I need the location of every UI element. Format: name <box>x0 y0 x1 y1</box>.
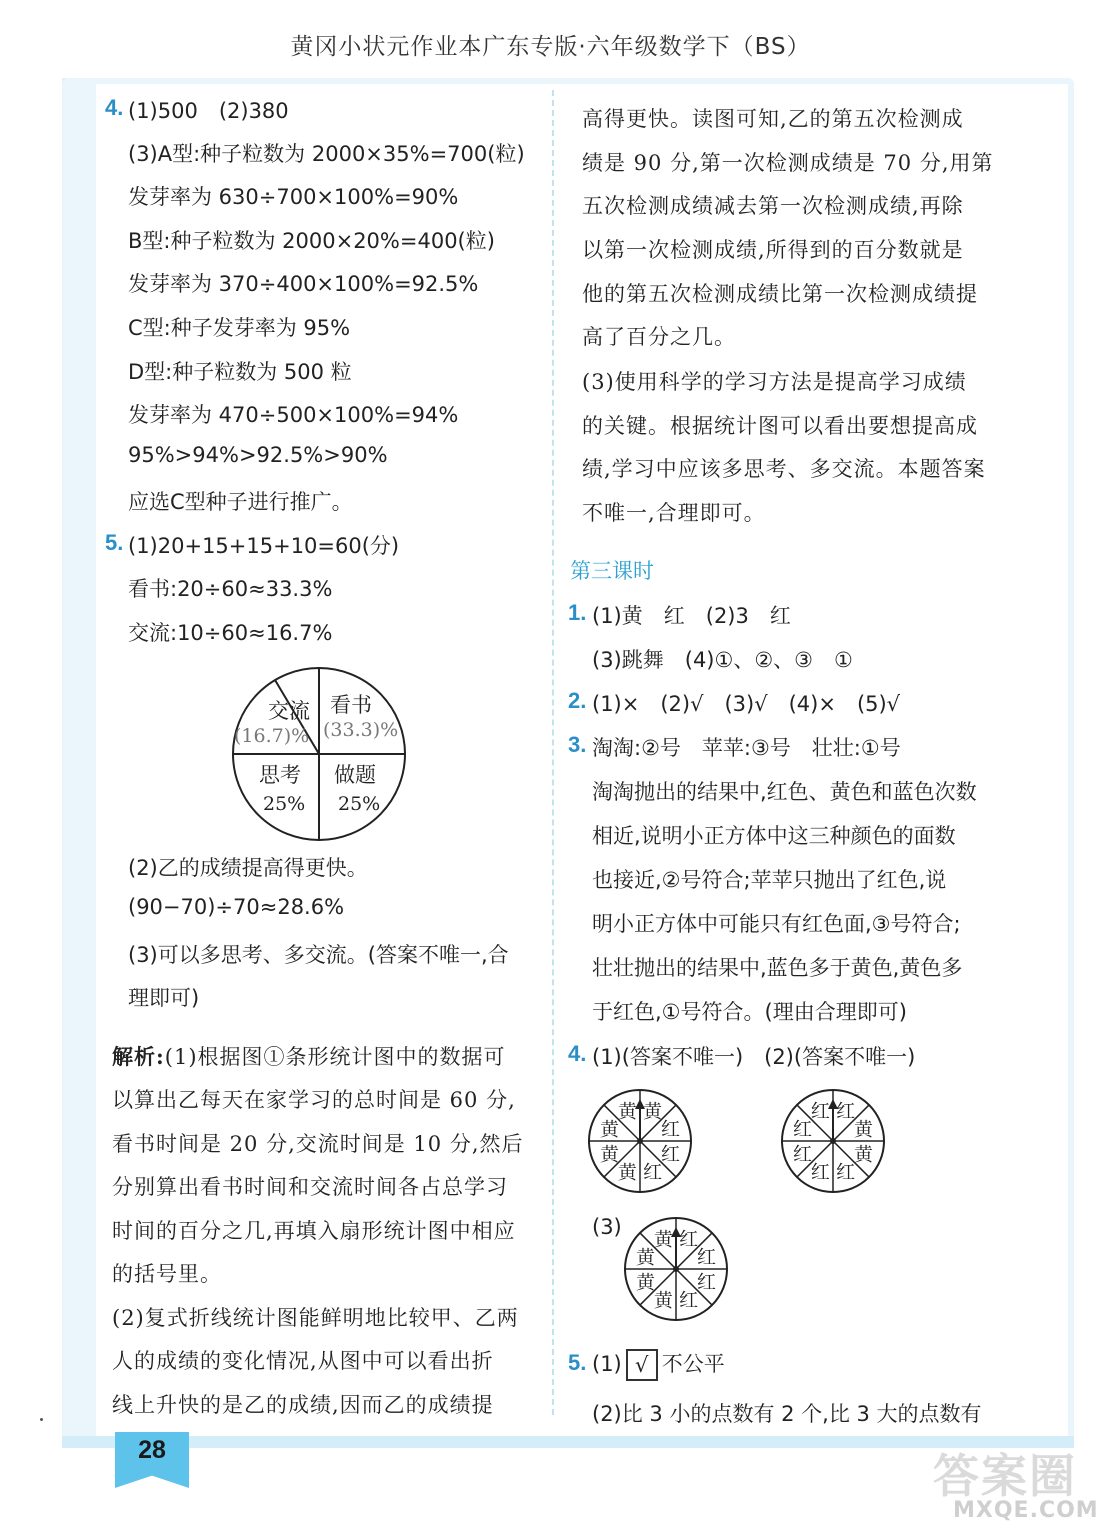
text-line: B型:种子粒数为 2000×20%=400(粒) <box>128 229 495 253</box>
stray-dot <box>40 1418 43 1421</box>
analysis-line: (2)复式折线统计图能鲜明地比较甲、乙两 <box>112 1306 519 1330</box>
wheel-sector-label: 红 <box>793 1118 813 1141</box>
wheel-sector-label: 黄 <box>600 1118 620 1141</box>
page-title: 黄冈小状元作业本广东专版·六年级数学下（BS） <box>290 34 811 60</box>
wheel-sector-label: 黄 <box>636 1271 656 1294</box>
wheel-sector-label: 红 <box>793 1143 813 1166</box>
text-line: (90−70)÷70≈28.6% <box>128 895 345 919</box>
text-line: (3)可以多思考、多交流。(答案不唯一,合 <box>128 943 509 967</box>
analysis-line: 的括号里。 <box>112 1262 222 1286</box>
slice-label: 思考 <box>259 763 301 787</box>
analysis-line: 看书时间是 20 分,交流时间是 10 分,然后 <box>112 1132 524 1156</box>
question-number: 2. <box>568 688 587 713</box>
analysis-line: 以第一次检测成绩,所得到的百分数就是 <box>582 238 964 262</box>
pie-chart <box>226 666 412 842</box>
text-line: 也接近,②号符合;苹苹只抛出了红色,说 <box>592 868 947 892</box>
wheel-sector-label: 红 <box>679 1289 699 1312</box>
text-line: 发芽率为 370÷400×100%=92.5% <box>128 272 479 296</box>
section-heading: 第三课时 <box>570 559 654 583</box>
question-number: 3. <box>568 732 587 757</box>
analysis-label: 解析: <box>112 1044 165 1069</box>
analysis-line: 线上升快的是乙的成绩,因而乙的成绩提 <box>112 1393 494 1417</box>
analysis-line: 人的成绩的变化情况,从图中可以看出折 <box>112 1349 494 1373</box>
analysis-text: (1)根据图①条形统计图中的数据可 <box>164 1045 506 1069</box>
wheel-sector-label: 黄 <box>617 1161 637 1184</box>
page-number: 28 <box>138 1436 166 1464</box>
analysis-line: 时间的百分之几,再填入扇形统计图中相应 <box>112 1219 516 1243</box>
text-line: (1)黄 红 (2)3 红 <box>592 604 791 628</box>
text-line: 交流:10÷60≈16.7% <box>128 621 333 645</box>
text-line: 壮壮抛出的结果中,蓝色多于黄色,黄色多 <box>592 956 963 980</box>
text-line: 看书:20÷60≈33.3% <box>128 577 333 601</box>
analysis-line: 分别算出看书时间和交流时间各占总学习 <box>112 1175 508 1199</box>
text-line: (3)跳舞 (4)①、②、③ ① <box>592 648 853 672</box>
wheel-center <box>830 1138 836 1144</box>
analysis-line: 绩,学习中应该多思考、多交流。本题答案 <box>582 457 986 481</box>
watermark <box>925 1440 1099 1530</box>
analysis-line: 他的第五次检测成绩比第一次检测成绩提 <box>582 282 978 306</box>
text-line: C型:种子发芽率为 95% <box>128 316 351 340</box>
text-line: 95%>94%>92.5%>90% <box>128 443 388 467</box>
analysis-line <box>112 1041 506 1071</box>
question-number: 1. <box>568 600 587 625</box>
text-line: 明小正方体中可能只有红色面,③号符合; <box>592 912 961 936</box>
watermark-text: 答案圈 <box>933 1449 1077 1503</box>
question-number: 5. <box>105 530 124 555</box>
text-line: (1)500 (2)380 <box>128 99 289 123</box>
analysis-line: (3)使用科学的学习方法是提高学习成绩 <box>582 370 967 394</box>
wheel-center <box>637 1138 643 1144</box>
wheel-sector-label: 黄 <box>653 1289 673 1312</box>
check-box: √ <box>626 1349 658 1381</box>
text-line: (2)比 3 小的点数有 2 个,比 3 大的点数有 <box>592 1402 982 1426</box>
text-line: 发芽率为 630÷700×100%=90% <box>128 185 459 209</box>
slice-label: 交流 <box>268 699 310 723</box>
wheel-sector-label: 黄 <box>653 1228 673 1251</box>
analysis-line: 以算出乙每天在家学习的总时间是 60 分, <box>112 1088 516 1112</box>
analysis-line: 不唯一,合理即可。 <box>582 501 766 525</box>
wheel-sector-label: 红 <box>810 1161 830 1184</box>
wheel-sector-label: 黄 <box>636 1246 656 1269</box>
spinner-wheel-2 <box>779 1087 887 1195</box>
spinner-wheel-1 <box>586 1087 694 1195</box>
wheel-sector-label: 黄 <box>853 1118 873 1141</box>
slice-value: 25% <box>263 793 306 815</box>
wheel-sector-label: 红 <box>696 1271 716 1294</box>
text-line: 相近,说明小正方体中这三种颜色的面数 <box>592 824 956 848</box>
wheel-center <box>673 1266 679 1272</box>
slice-value: (16.7)% <box>234 725 310 747</box>
text-line: 理即可) <box>128 986 200 1010</box>
analysis-line: 绩是 90 分,第一次检测成绩是 70 分,用第 <box>582 151 994 175</box>
text-line: D型:种子粒数为 500 粒 <box>128 360 352 384</box>
slice-value: 25% <box>338 793 381 815</box>
text-line: (2)乙的成绩提高得更快。 <box>128 856 368 880</box>
text-line: 发芽率为 470÷500×100%=94% <box>128 403 459 427</box>
part-label: (1) <box>592 1352 622 1376</box>
wheel-sector-label: 红 <box>660 1118 680 1141</box>
wheel-sector-label: 红 <box>696 1246 716 1269</box>
bottom-band <box>62 1436 1074 1448</box>
wheel-sector-label: 红 <box>679 1228 699 1251</box>
analysis-line: 高得更快。读图可知,乙的第五次检测成 <box>582 107 964 131</box>
wheel-sector-label: 黄 <box>643 1100 663 1123</box>
text-line: (3)A型:种子粒数为 2000×35%=700(粒) <box>128 142 525 166</box>
slice-label: 做题 <box>334 763 376 787</box>
column-divider <box>552 90 554 1415</box>
watermark-url: MXQE.COM <box>953 1498 1099 1523</box>
text-line: 应选C型种子进行推广。 <box>128 490 353 514</box>
analysis-line: 的关键。根据统计图可以看出要想提高成 <box>582 414 978 438</box>
wheel-sector-label: 红 <box>810 1100 830 1123</box>
slice-value: (33.3)% <box>323 719 399 741</box>
question-number: 4. <box>105 95 124 120</box>
text-line: (1)× (2)√ (3)√ (4)× (5)√ <box>592 692 901 716</box>
answer-text: 不公平 <box>661 1352 725 1376</box>
wheel-sector-label: 黄 <box>853 1143 873 1166</box>
text-line: 淘淘:②号 苹苹:③号 壮壮:①号 <box>592 736 901 760</box>
question-number: 4. <box>568 1041 587 1066</box>
analysis-line: 五次检测成绩减去第一次检测成绩,再除 <box>582 194 964 218</box>
text-line: (1)(答案不唯一) (2)(答案不唯一) <box>592 1045 916 1069</box>
spinner-wheel-3 <box>622 1215 730 1323</box>
text-line <box>592 1348 725 1381</box>
wheel-sector-label: 红 <box>660 1143 680 1166</box>
wheel-sector-label: 黄 <box>600 1143 620 1166</box>
wheel-sector-label: 红 <box>643 1161 663 1184</box>
slice-label: 看书 <box>330 693 372 717</box>
sub-label: (3) <box>592 1215 622 1239</box>
text-line: 淘淘抛出的结果中,红色、黄色和蓝色次数 <box>592 780 977 804</box>
wheel-sector-label: 红 <box>836 1100 856 1123</box>
analysis-line: 高了百分之几。 <box>582 325 736 349</box>
question-number: 5. <box>568 1350 587 1375</box>
text-line: (1)20+15+15+10=60(分) <box>128 534 400 558</box>
wheel-sector-label: 黄 <box>617 1100 637 1123</box>
text-line: 于红色,①号符合。(理由合理即可) <box>592 1000 907 1024</box>
wheel-sector-label: 红 <box>836 1161 856 1184</box>
